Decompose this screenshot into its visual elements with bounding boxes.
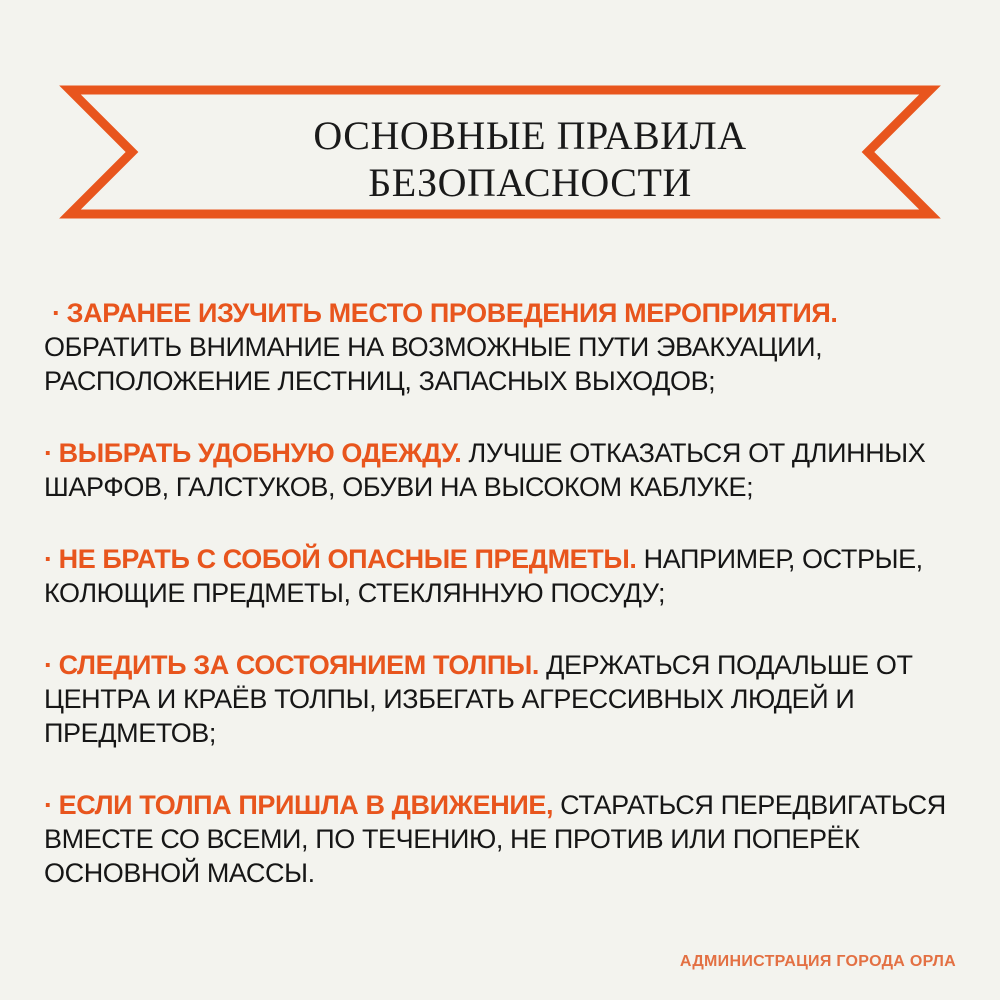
rule-item-clothing [44, 436, 964, 504]
rule-text: СТАРАТЬСЯ ПЕРЕДВИГАТЬСЯ ВМЕСТЕ СО ВСЕМИ, ПО ТЕЧЕНИЮ, НЕ ПРОТИВ ИЛИ ПОПЕРЁК ОСНОВНОЙ МАССЫ. [44, 790, 946, 888]
rule-item-dangerous-items [44, 542, 964, 610]
rule-heading: ВЫБРАТЬ УДОБНУЮ ОДЕЖДУ. [58, 438, 462, 468]
rule-heading: НЕ БРАТЬ С СОБОЙ ОПАСНЫЕ ПРЕДМЕТЫ. [58, 544, 637, 574]
page-title [200, 112, 860, 206]
rule-text: ДЕРЖАТЬСЯ ПОДАЛЬШЕ ОТ ЦЕНТРА И КРАЁВ ТОЛПЫ, ИЗБЕГАТЬ АГРЕССИВНЫХ ЛЮДЕЙ И ПРЕДМЕТОВ; [44, 650, 913, 748]
bullet-dot-icon: · [52, 298, 61, 328]
rule-item-crowd-state [44, 648, 964, 750]
title-line-1: ОСНОВНЫЕ ПРАВИЛА [313, 113, 747, 158]
rule-text: ОБРАТИТЬ ВНИМАНИЕ НА ВОЗМОЖНЫЕ ПУТИ ЭВАКУАЦИИ, РАСПОЛОЖЕНИЕ ЛЕСТНИЦ, ЗАПАСНЫХ ВЫХОДОВ; [44, 332, 823, 396]
bullet-dot-icon: · [44, 650, 53, 680]
rule-text: НАПРИМЕР, ОСТРЫЕ, КОЛЮЩИЕ ПРЕДМЕТЫ, СТЕКЛЯННУЮ ПОСУДУ; [44, 544, 923, 608]
rule-heading: ЕСЛИ ТОЛПА ПРИШЛА В ДВИЖЕНИЕ, [58, 790, 554, 820]
rule-heading: СЛЕДИТЬ ЗА СОСТОЯНИЕМ ТОЛПЫ. [58, 650, 539, 680]
title-banner [0, 0, 1000, 240]
rule-text: ЛУЧШЕ ОТКАЗАТЬСЯ ОТ ДЛИННЫХ ШАРФОВ, ГАЛСТУКОВ, ОБУВИ НА ВЫСОКОМ КАБЛУКЕ; [44, 438, 926, 502]
footer-organization: АДМИНИСТРАЦИЯ ГОРОДА ОРЛА [679, 953, 956, 970]
rules-list [44, 296, 964, 928]
rule-item-venue [44, 296, 964, 398]
title-line-2: БЕЗОПАСНОСТИ [368, 160, 692, 205]
bullet-dot-icon: · [44, 544, 53, 574]
bullet-dot-icon: · [44, 790, 53, 820]
bullet-dot-icon: · [44, 438, 53, 468]
rule-heading: ЗАРАНЕЕ ИЗУЧИТЬ МЕСТО ПРОВЕДЕНИЯ МЕРОПРИЯТИЯ. [66, 298, 838, 328]
rule-item-crowd-movement [44, 788, 964, 890]
